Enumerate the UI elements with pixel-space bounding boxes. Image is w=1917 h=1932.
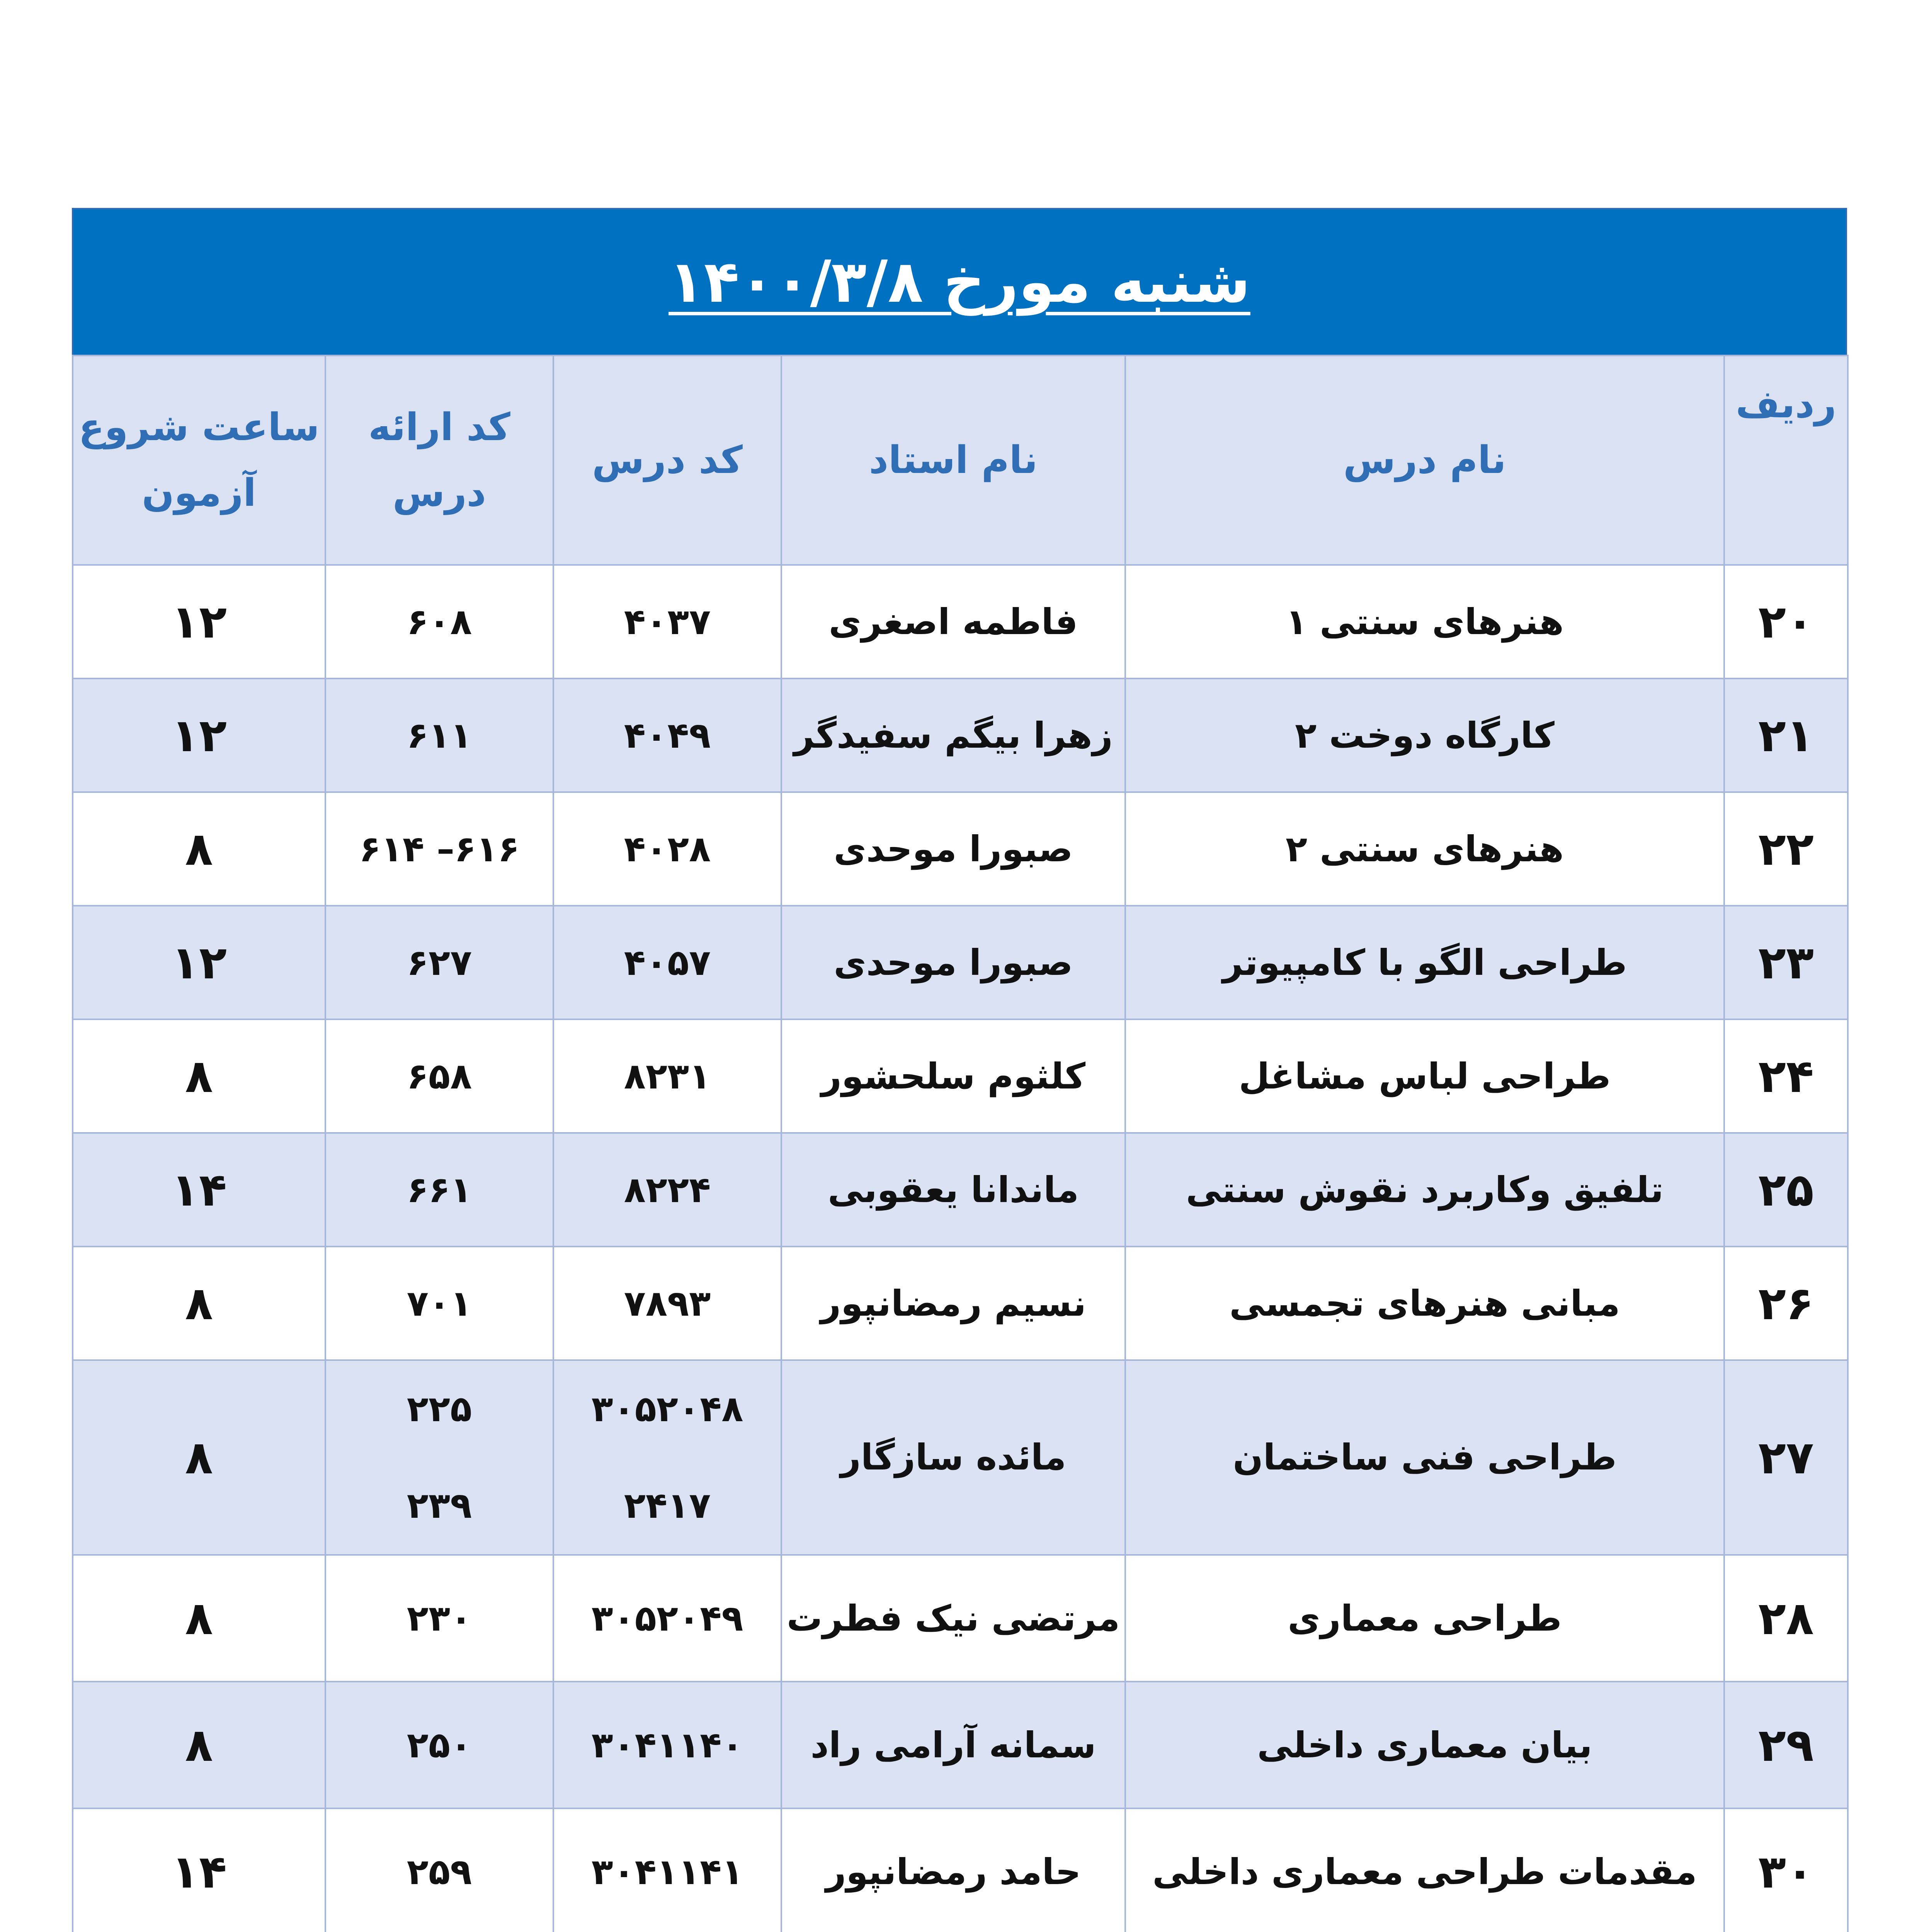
header-row [73,355,1848,565]
row-number-cell: ۲۱ [1724,679,1848,792]
row-number-cell: ۲۳ [1724,906,1848,1019]
offer-code-cell: ۶۱۱ [325,679,553,792]
course-code-cell: ۴۰۲۸ [553,792,781,906]
course-name-cell: تلفیق وکاربرد نقوش سنتی [1125,1133,1724,1247]
course-name-cell: طراحی فنی ساختمان [1125,1360,1724,1555]
course-name-cell: بیان معماری داخلی [1125,1682,1724,1808]
start-time-cell: ۱۲ [73,906,325,1019]
course-code-cell-line1: ۳۰۵۲۰۴۸ [591,1388,743,1430]
start-time-cell: ۸ [73,1019,325,1133]
teacher-cell: صبورا موحدی [781,906,1125,1019]
course-code-cell: ۳۰۴۱۱۴۱ [553,1808,781,1932]
teacher-cell: مائده سازگار [781,1360,1125,1555]
course-name-cell: طراحی معماری [1125,1555,1724,1682]
teacher-cell: زهرا بیگم سفیدگر [781,679,1125,792]
course-code-cell-line2: ۲۴۱۷ [624,1485,711,1526]
teacher-cell: حامد رمضانپور [781,1808,1125,1932]
course-name-cell: طراحی لباس مشاغل [1125,1019,1724,1133]
offer-code-cell: ۲۳۰ [325,1555,553,1682]
exam-table [72,355,1849,1932]
course-code-cell: ۸۲۲۴ [553,1133,781,1247]
offer-code-cell: ۶۵۸ [325,1019,553,1133]
row-number-cell: ۲۸ [1724,1555,1848,1682]
offer-code-cell [325,1360,553,1555]
offer-code-cell-line2: ۲۳۹ [407,1485,472,1526]
table-body [73,565,1848,1932]
offer-code-cell: ۷۰۱ [325,1247,553,1360]
table-row [73,679,1848,792]
exam-schedule-sheet [72,208,1847,1932]
teacher-cell: کلثوم سلحشور [781,1019,1125,1133]
start-time-cell: ۸ [73,1247,325,1360]
header-offer-code-line1: کد ارائه [368,405,510,449]
row-number-cell: ۲۷ [1724,1360,1848,1555]
header-start-time-line1: ساعت شروع [78,405,320,449]
offer-code-cell: ۲۵۹ [325,1808,553,1932]
title-bar [72,208,1847,355]
course-code-cell [553,1360,781,1555]
start-time-cell: ۱۲ [73,565,325,679]
course-name-cell: طراحی الگو با کامپیوتر [1125,906,1724,1019]
start-time-cell: ۱۴ [73,1808,325,1932]
course-code-cell: ۸۲۳۱ [553,1019,781,1133]
teacher-cell: صبورا موحدی [781,792,1125,906]
table-row [73,1360,1848,1555]
teacher-cell: مرتضی نیک فطرت [781,1555,1125,1682]
row-number-cell: ۲۶ [1724,1247,1848,1360]
start-time-cell: ۸ [73,1682,325,1808]
offer-code-cell: ۲۵۰ [325,1682,553,1808]
course-code-cell: ۴۰۵۷ [553,906,781,1019]
row-number-cell: ۲۵ [1724,1133,1848,1247]
course-code-cell: ۴۰۳۷ [553,565,781,679]
teacher-cell: ماندانا یعقوبی [781,1133,1125,1247]
offer-code-cell: ۶۰۸ [325,565,553,679]
header-row-number: ردیف [1724,355,1848,565]
table-row [73,1247,1848,1360]
table-row [73,906,1848,1019]
row-number-cell: ۲۰ [1724,565,1848,679]
offer-code-cell: ۶۲۷ [325,906,553,1019]
offer-code-cell: ۶۱۶– ۶۱۴ [325,792,553,906]
course-name-cell: مقدمات طراحی معماری داخلی [1125,1808,1724,1932]
header-offer-code [325,355,553,565]
row-number-cell: ۲۲ [1724,792,1848,906]
table-row [73,1555,1848,1682]
table-row [73,1133,1848,1247]
start-time-cell: ۱۲ [73,679,325,792]
header-course-name: نام درس [1125,355,1724,565]
row-number-cell: ۲۹ [1724,1682,1848,1808]
table-row [73,565,1848,679]
course-name-cell: هنرهای سنتی ۱ [1125,565,1724,679]
row-number-cell: ۳۰ [1724,1808,1848,1932]
course-code-cell: ۳۰۴۱۱۴۰ [553,1682,781,1808]
course-name-cell: کارگاه دوخت ۲ [1125,679,1724,792]
start-time-cell: ۸ [73,1555,325,1682]
header-start-time [73,355,325,565]
offer-code-cell-line1: ۲۲۵ [407,1388,472,1430]
start-time-cell: ۸ [73,1360,325,1555]
table-row [73,1682,1848,1808]
page-title: شنبه مورخ ۱۴۰۰/۳/۸ [668,248,1250,316]
course-name-cell: هنرهای سنتی ۲ [1125,792,1724,906]
header-course-code: کد درس [553,355,781,565]
course-code-cell: ۳۰۵۲۰۴۹ [553,1555,781,1682]
start-time-cell: ۸ [73,792,325,906]
teacher-cell: فاطمه اصغری [781,565,1125,679]
teacher-cell: سمانه آرامی راد [781,1682,1125,1808]
course-code-cell: ۷۸۹۳ [553,1247,781,1360]
header-start-time-line2: آزمون [142,471,256,515]
teacher-cell: نسیم رمضانپور [781,1247,1125,1360]
start-time-cell: ۱۴ [73,1133,325,1247]
row-number-cell: ۲۴ [1724,1019,1848,1133]
header-offer-code-line2: درس [393,471,486,515]
table-row [73,1019,1848,1133]
table-row [73,792,1848,906]
course-name-cell: مبانی هنرهای تجمسی [1125,1247,1724,1360]
offer-code-cell: ۶۶۱ [325,1133,553,1247]
table-row [73,1808,1848,1932]
course-code-cell: ۴۰۴۹ [553,679,781,792]
header-teacher: نام استاد [781,355,1125,565]
